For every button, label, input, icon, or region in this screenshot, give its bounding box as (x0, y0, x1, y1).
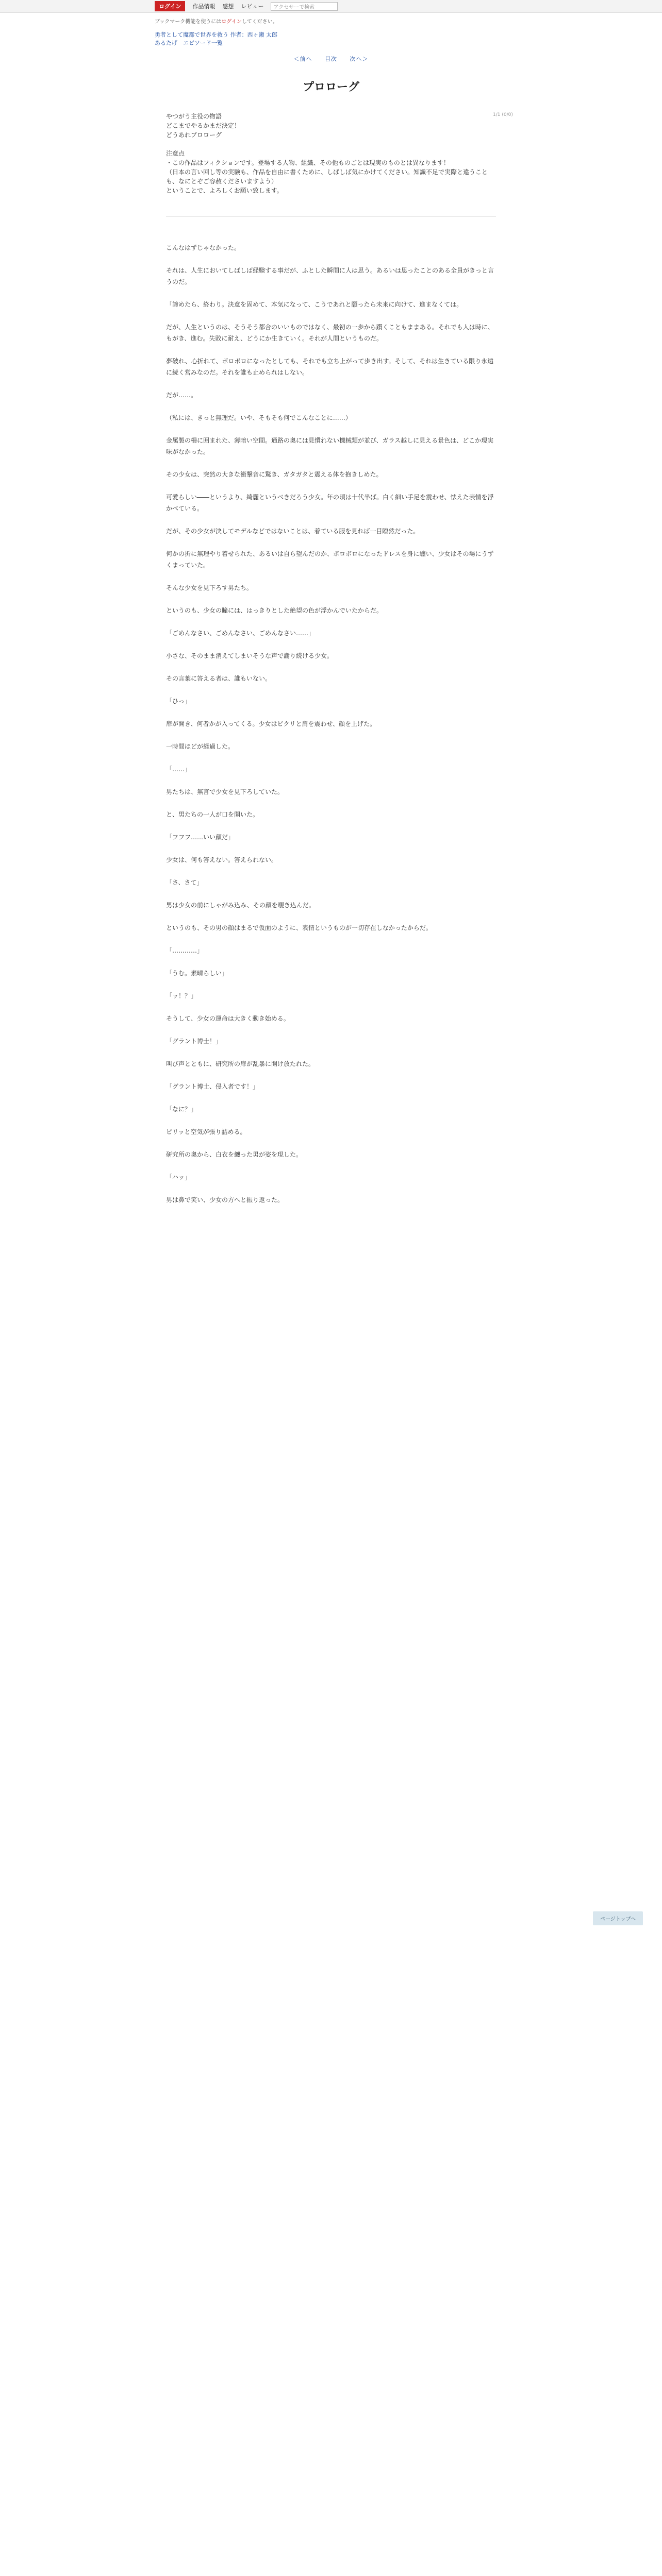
nav-link-impressions[interactable]: 感想 (222, 3, 234, 10)
novel-body (166, 242, 496, 1206)
paragraph: そんな少女を見下ろす男たち。 (166, 584, 253, 591)
paragraph: 小さな、そのまま消えてしまいそうな声で謝り続ける少女。 (166, 652, 334, 659)
paragraph: 「諦めたら、終わり。決意を固めて、本気になって、こうであれと願ったら未来に向けて、進まなくては。 (166, 301, 463, 308)
paragraph: 「ごめんなさい、ごめんなさい、ごめんなさい……」 (166, 630, 315, 637)
chapter-title: プロローグ (302, 81, 359, 94)
paragraph: だが、その少女が決してモデルなどではないことは、着ている服を見れば一目瞭然だった。 (166, 528, 420, 535)
paragraph: そうして、少女の運命は大きく動き始める。 (166, 1015, 290, 1022)
paragraph: 男は少女の前にしゃがみ込み、その顔を覗き込んだ。 (166, 902, 315, 909)
paragraph: 叫び声とともに、研究所の扉が乱暴に開け放たれた。 (166, 1060, 315, 1067)
paragraph: 夢破れ、心折れて、ボロボロになったとしても、それでも立ち上がって歩き出す。そして、それは生きている限り永遠に続く営みなのだ。それを誰も止められはしない。 (166, 358, 494, 376)
paragraph: 「さ、さて」 (166, 879, 203, 886)
login-link[interactable]: ログイン (221, 19, 242, 25)
author-notes: 注意点 ・この作品はフィクションです。登場する人物、組織、その他ものごとは現実のものとは異なります！ （日本の言い回し等の実験も、作品を自由に書くために、しばしば気にかけてください。知識不足で実際と違うことも、なにとぞご容赦くださいますよう） ということで、よろしくお願い致します。 (166, 150, 488, 194)
top-bar (0, 0, 662, 13)
paragraph: 男は鼻で笑い、少女の方へと振り返った。 (166, 1196, 284, 1204)
breadcrumb-series[interactable]: 勇者として魔都で世界を救う 作者：西ヶ瀬 太郎 (155, 31, 277, 38)
page-top-button[interactable]: ページトップへ (593, 1911, 643, 1925)
paragraph: 何かの折に無理やり着せられた、あるいは自ら望んだのか、ボロボロになったドレスを身に纏い、少女はその場にうずくまっていた。 (166, 550, 494, 569)
breadcrumb-episodes[interactable]: あるたげ エピソード一覧 (155, 40, 223, 46)
bookmark-notice: ブックマーク機能を使うにはログインしてください。 (155, 19, 278, 25)
paragraph: その少女は、突然の大きな衝撃音に驚き、ガタガタと震える体を抱きしめた。 (166, 471, 383, 478)
paragraph: と、男たちの一人が口を開いた。 (166, 811, 259, 818)
paragraph: だが……。 (166, 392, 197, 399)
paragraph: ピリッと空気が張り詰める。 (166, 1128, 246, 1136)
paragraph: 可愛らしい――というより、綺麗というべきだろう少女。年の頃は十代半ば。白く細い手足を震わせ、怯えた表情を浮かべている。 (166, 494, 494, 512)
paragraph: 少女は、何も答えない。答えられない。 (166, 856, 278, 863)
paragraph: それは、人生においてしばしば経験する事だが、ふとした瞬間に人は思う。あるいは思ったことのある全員がきっと言うのだ。 (166, 267, 494, 285)
paragraph: 「うむ。素晴らしい」 (166, 970, 228, 977)
paragraph: というのも、少女の瞳には、はっきりとした絶望の色が浮かんでいたからだ。 (166, 607, 383, 614)
search-input[interactable]: アクセサーで検索 (271, 2, 338, 11)
paragraph: 「グラント博士！」 (166, 1038, 222, 1045)
paragraph: 「なに？」 (166, 1106, 197, 1113)
paragraph: （私には、きっと無理だ。いや、そもそも何でこんなことに……） (166, 414, 352, 421)
paragraph: 「……」 (166, 766, 191, 773)
nav-link-review[interactable]: レビュー (241, 3, 264, 10)
novel-content (166, 112, 496, 1206)
preface: やつがう主役の物語 どこまでやるかまだ決定！ どうあれプロローグ (166, 113, 241, 139)
paragraph: 金属製の柵に囲まれた、薄暗い空間。通路の奥には見慣れない機械類が並び、ガラス越しに見える景色は、どこか現実味がなかった。 (166, 437, 494, 455)
page-position: 1/1 (0/0) (493, 112, 513, 117)
paragraph: 「グラント博士、侵入者です！」 (166, 1083, 259, 1090)
paragraph: 「…………」 (166, 947, 204, 954)
paragraph: 男たちは、無言で少女を見下ろしていた。 (166, 788, 284, 795)
next-link[interactable]: 次へ＞ (350, 56, 369, 62)
paragraph: こんなはずじゃなかった。 (166, 244, 241, 251)
nav-link-info[interactable]: 作品情報 (192, 3, 216, 10)
paragraph: 「ッ！？」 (166, 992, 197, 999)
prev-link[interactable]: ＜前へ (293, 56, 312, 62)
paragraph: 扉が開き、何者かが入ってくる。少女はビクリと肩を震わせ、顔を上げた。 (166, 720, 376, 727)
paragraph: 「ハッ」 (166, 1174, 191, 1181)
paragraph: 研究所の奥から、白衣を纏った男が姿を現した。 (166, 1151, 303, 1158)
paragraph: だが、人生というのは、そうそう都合のいいものではなく、最初の一歩から躓くこともままある。それでも人は時に、もがき、進む。失敗に耐え、どうにか生きていく。それが人間というものだ。 (166, 324, 494, 342)
pager (0, 55, 662, 63)
paragraph: その言葉に答える者は、誰もいない。 (166, 675, 272, 682)
paragraph: 一時間ほどが経過した。 (166, 743, 235, 750)
paragraph: というのも、その男の顔はまるで仮面のように、表情というものが一切存在しなかったからだ。 (166, 924, 432, 931)
paragraph: 「フフフ……いい顔だ」 (166, 834, 235, 841)
index-link[interactable]: 目次 (325, 56, 337, 62)
paragraph: 「ひっ」 (166, 698, 191, 705)
breadcrumb (155, 31, 662, 47)
login-button[interactable]: ログイン (155, 1, 185, 11)
